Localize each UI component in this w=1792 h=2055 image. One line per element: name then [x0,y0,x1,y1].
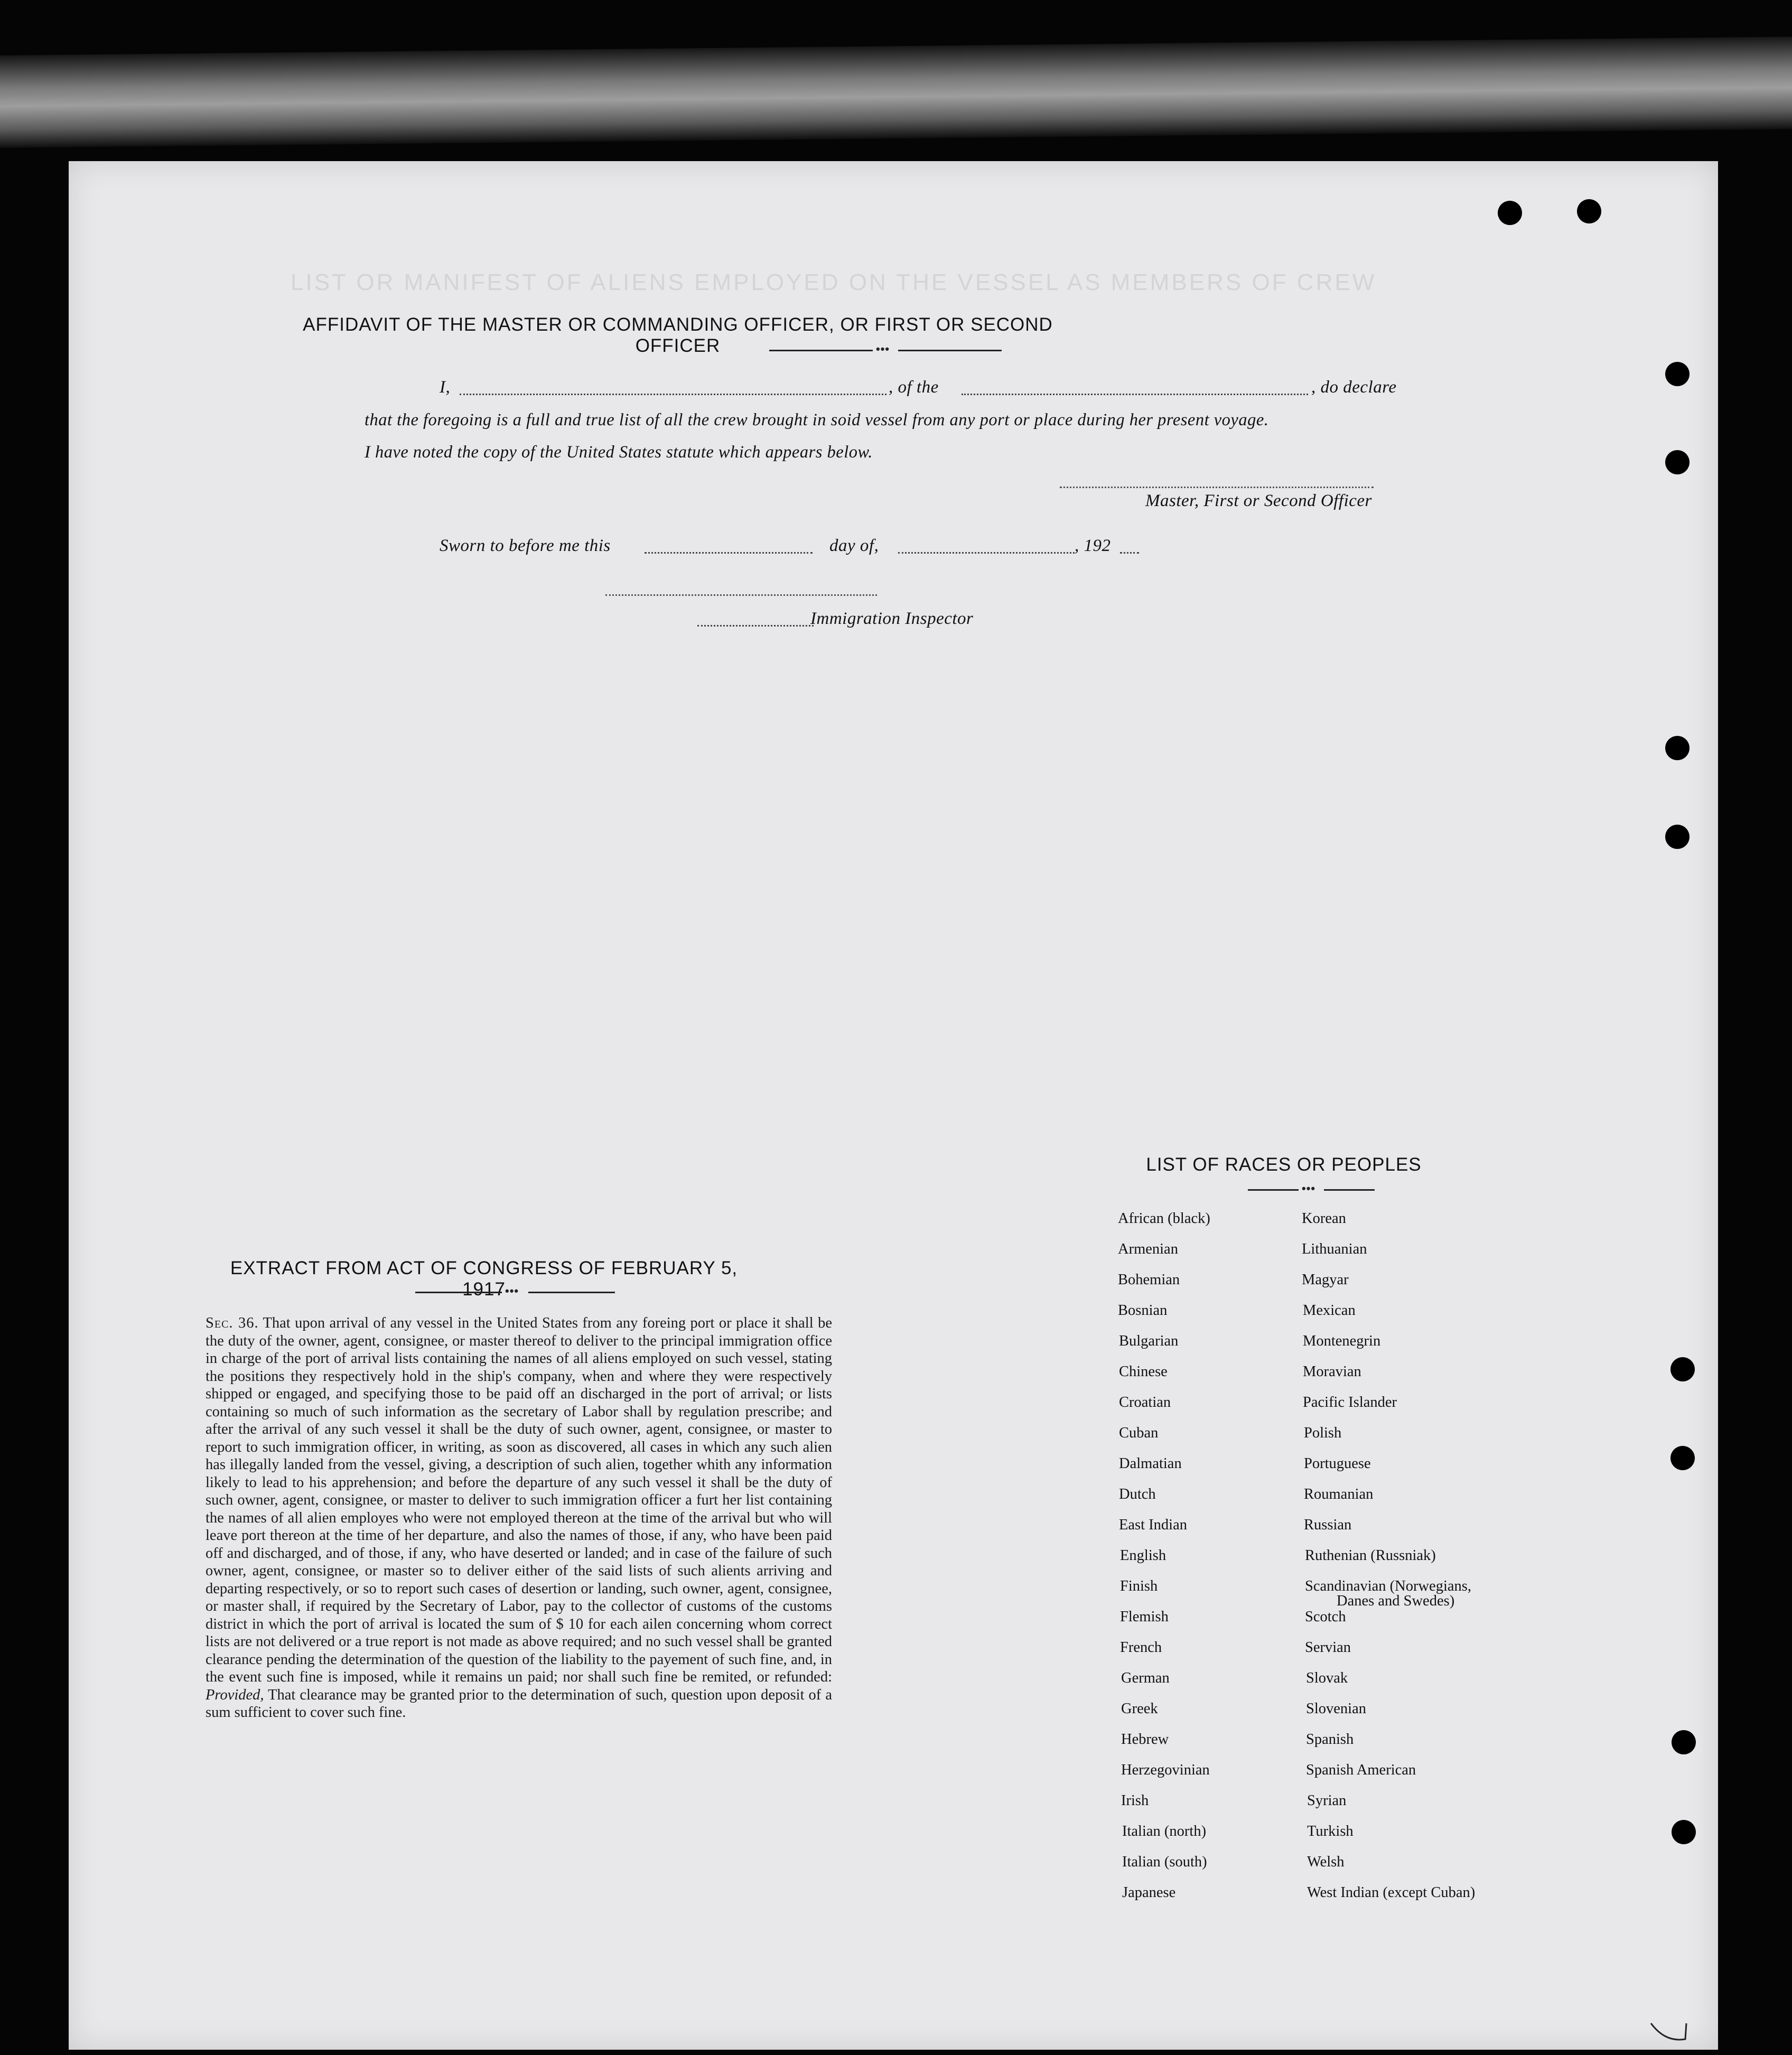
race-item: West Indian (except Cuban) [1307,1884,1476,1901]
race-item: Flemish [1120,1609,1169,1625]
race-item: Moravian [1303,1363,1361,1380]
sworn-year-field[interactable] [1120,552,1139,554]
race-item: Croatian [1119,1394,1171,1411]
corner-pencil-mark [1648,2013,1691,2044]
affidavit-statute-note: I have noted the copy of the United States statute which appears below. [365,443,873,462]
race-item: Hebrew [1121,1731,1169,1748]
master-signature-label: Master, First or Second Officer [1145,491,1372,510]
punch-hole [1498,201,1522,225]
race-item: Portuguese [1304,1455,1371,1472]
race-item: Herzegovinian [1121,1762,1210,1778]
race-item: Ruthenian (Russniak) [1305,1547,1436,1564]
affidavit-declare-label: , do declare [1311,378,1397,397]
race-item: Pacific Islander [1303,1394,1397,1411]
race-item: Montenegrin [1303,1333,1381,1349]
race-item: Bulgarian [1119,1333,1179,1349]
extract-text [206,1314,832,1722]
affidavit-statement: that the foregoing is a full and true list of all the crew brought in soid vessel from any port or place during her present voyage. [365,410,1269,429]
races-title-rule-right [1324,1189,1375,1191]
inspector-signature-label: Immigration Inspector [810,609,974,628]
race-item: Spanish American [1306,1762,1416,1778]
affidavit-title: AFFIDAVIT OF THE MASTER OR COMMANDING OFFICER, OR FIRST OR SECOND OFFICER [303,314,1053,356]
affidavit-title-rule-left [769,350,873,351]
race-item: Turkish [1307,1823,1354,1839]
race-item: Roumanian [1304,1486,1374,1502]
race-item-continuation: Danes and Swedes) [1337,1593,1455,1609]
extract-title-ornament: ••• [505,1284,519,1297]
race-item: Scotch [1305,1609,1346,1625]
extract-title-rule-right [528,1292,615,1293]
race-item: Cuban [1119,1425,1159,1441]
races-title-rule-left [1248,1189,1299,1191]
punch-hole [1577,199,1601,223]
race-item: African (black) [1118,1210,1210,1227]
punch-hole [1670,1357,1695,1381]
affidavit-title-ornament: ••• [876,342,890,356]
race-item: Dalmatian [1119,1455,1182,1472]
affidavit-of-the-label: , of the [889,378,939,397]
race-item: Slovak [1306,1670,1348,1686]
inspector-name-field[interactable] [697,625,814,627]
inspector-signature-line[interactable] [605,594,877,596]
race-item: Irish [1121,1792,1149,1809]
extract-body-end: That clearance may be granted prior to the determination of such, question upon deposit of a sum sufficient to cover such fine. [206,1686,832,1721]
affidavit-i-label: I, [440,378,451,397]
race-item: Polish [1304,1425,1342,1441]
extract-body-text: That upon arrival of any vessel in the United States from any foreing port or place it shall be the duty of the owner, agent, consignee, or master thereof to deliver to the principal immigration office in charge of the port of arrival lists containing the names of all aliens employed on such vessel, stating the positions they respectively hold in the ship's company, when and where they were respectively shipped or engaged, and specifying those to be paid off an discharged in the port of arrival; or lists containing so much of such information as the secretary of Labor shall by regulation prescribe; and after the arrival of any such vessel it shall be the duty of such owner, agent, consignee, or master to report to such immigration officer, in writing, as soon as discovered, all cases in which any such alien has illegally landed from the vessel, giving, a description of such alien, together whith any information likely to lead to his apprehension; and before the departure of any such vessel it shall be the duty of such owner, agent, consignee, or master to deliver to such immigration officer a furt her list containing the names of all alien employes who were not employed thereon at the time of the arrival but who will leave port thereon at the time of her departure, and also the names of those, if any, who have been paid off and discharged, and of those, if any, who have deserted or landed; and in case of the failure of such owner, agent, consignee, or master so to deliver either of the said lists of such alients arriving and departing respectively, or so to report such cases of desertion or landing, such owner, agent, consignee, or master shall, if required by the Secretary of Labor, pay to the collector of customs of the customs district in which the port of arrival is located the sum of $ 10 for each ailen concerning whom correct lists are not delivered or a true report is not made as above required; and no such vessel shall be granted clearance pending the determination of the question of the liability to the payement of such fine, and, in the event such fine is imposed, while it remains un paid; nor shall such fine be remited, or refunded: [206,1315,832,1685]
sworn-month-field[interactable] [898,552,1075,554]
race-item: Syrian [1307,1792,1347,1809]
race-item: Bohemian [1118,1272,1180,1288]
race-item: Russian [1304,1517,1352,1533]
race-item: Italian (south) [1122,1854,1207,1870]
races-title: LIST OF RACES OR PEOPLES [1146,1154,1422,1175]
extract-provided: Provided, [206,1686,264,1703]
form-sheet [69,161,1718,2050]
race-item: Chinese [1119,1363,1168,1380]
affidavit-title-rule-right [898,350,1002,351]
race-item: Japanese [1122,1884,1176,1901]
race-item: Scandinavian (Norwegians, [1305,1578,1471,1594]
punch-hole [1670,1446,1695,1470]
race-item: French [1120,1639,1162,1656]
race-item: Spanish [1306,1731,1354,1748]
vessel-name-field[interactable] [962,394,1308,395]
race-item: East Indian [1119,1517,1188,1533]
race-item: Korean [1302,1210,1346,1227]
race-item: Greek [1121,1701,1158,1717]
affiant-name-field[interactable] [460,394,886,395]
bleed-through-text: LIST OR MANIFEST OF ALIENS EMPLOYED ON THE VESSEL AS MEMBERS OF CREW [291,269,1377,295]
race-item: English [1120,1547,1166,1564]
sworn-label: Sworn to before me this [440,536,611,555]
race-item: German [1121,1670,1170,1686]
punch-hole [1672,1820,1696,1844]
punch-hole [1665,362,1690,386]
race-item: Armenian [1118,1241,1178,1257]
punch-hole [1665,736,1690,760]
race-item: Lithuanian [1302,1241,1367,1257]
race-item: Italian (north) [1122,1823,1207,1839]
race-item: Dutch [1119,1486,1156,1502]
race-item: Welsh [1307,1854,1345,1870]
race-item: Finish [1120,1578,1158,1594]
underlying-page-edge [0,36,1792,148]
race-item: Mexican [1303,1302,1356,1319]
day-of-label: day of, [829,536,879,555]
races-title-ornament: ••• [1302,1182,1316,1195]
punch-hole [1665,450,1690,474]
race-item: Magyar [1302,1272,1349,1288]
sworn-day-field[interactable] [645,552,813,554]
punch-hole [1665,825,1690,849]
master-signature-line[interactable] [1060,487,1374,488]
race-item: Bosnian [1118,1302,1168,1319]
extract-title: EXTRACT FROM ACT OF CONGRESS OF FEBRUARY 5, 1917 [230,1258,738,1300]
year-label: , 192 [1075,536,1111,555]
punch-hole [1672,1730,1696,1754]
extract-section-number: Sec. 36. [206,1315,259,1331]
race-item: Slovenian [1306,1701,1366,1717]
extract-title-rule-left [415,1292,502,1293]
race-item: Servian [1305,1639,1351,1656]
